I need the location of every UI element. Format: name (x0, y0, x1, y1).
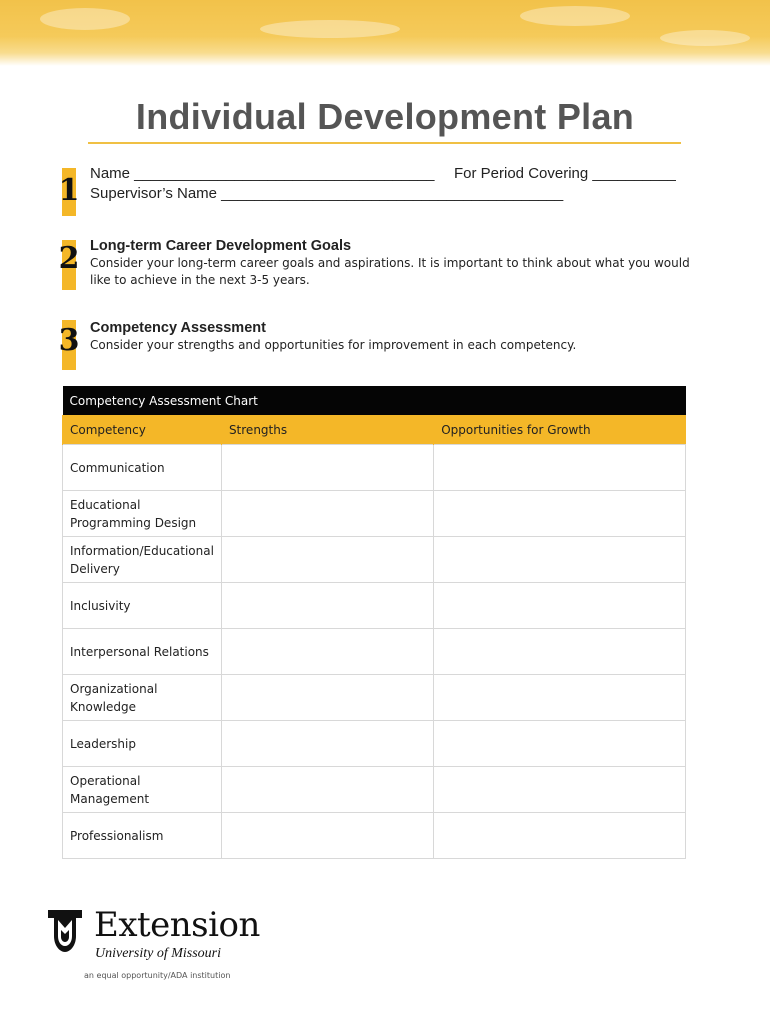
table-row (63, 675, 686, 721)
section-body-competency: Consider your strengths and opportunities for improvement in each competency. (90, 338, 577, 352)
table-row (63, 629, 686, 675)
column-header-strengths: Strengths (221, 415, 433, 445)
footer-tagline: an equal opportunity/ADA institution (84, 971, 231, 980)
strengths-cell[interactable] (221, 491, 433, 537)
section-body-goals: Consider your long-term career goals and aspirations. It is important to think about what you would like to achieve in the next 3-5 years. (90, 256, 690, 287)
competency-cell: Professionalism (63, 813, 222, 859)
step-number-2: 2 (58, 241, 80, 276)
table-header-row (63, 415, 686, 445)
header-banner (0, 0, 770, 66)
supervisor-name-field[interactable]: Supervisor’s Name _________________________________________ (90, 185, 564, 202)
table-row (63, 537, 686, 583)
strengths-cell[interactable] (221, 675, 433, 721)
step-marker-1 (58, 168, 80, 216)
step-marker-3 (58, 320, 80, 370)
title-underline (88, 142, 681, 144)
university-name: University of Missouri (95, 946, 221, 961)
growth-cell[interactable] (434, 721, 686, 767)
strengths-cell[interactable] (221, 583, 433, 629)
table-title: Competency Assessment Chart (63, 386, 686, 415)
section-heading-competency: Competency Assessment (90, 320, 266, 336)
table-row (63, 445, 686, 491)
competency-cell: Operational Management (63, 767, 222, 813)
competency-cell: Information/Educational Delivery (63, 537, 222, 583)
competency-cell: Leadership (63, 721, 222, 767)
step-marker-2 (58, 240, 80, 290)
banner-texture (520, 6, 630, 26)
page-title: Individual Development Plan (135, 96, 635, 137)
strengths-cell[interactable] (221, 629, 433, 675)
strengths-cell[interactable] (221, 721, 433, 767)
banner-texture (40, 8, 130, 30)
strengths-cell[interactable] (221, 813, 433, 859)
competency-cell: Communication (63, 445, 222, 491)
table-row (63, 813, 686, 859)
column-header-growth: Opportunities for Growth (434, 415, 686, 445)
table-row (63, 491, 686, 537)
table-body (63, 445, 686, 859)
growth-cell[interactable] (434, 629, 686, 675)
banner-texture (660, 30, 750, 46)
strengths-cell[interactable] (221, 767, 433, 813)
banner-texture (260, 20, 400, 38)
table-title-row (63, 386, 686, 415)
strengths-cell[interactable] (221, 445, 433, 491)
step-number-3: 3 (58, 323, 80, 358)
step-number-1: 1 (58, 173, 80, 208)
competency-cell: Interpersonal Relations (63, 629, 222, 675)
growth-cell[interactable] (434, 537, 686, 583)
competency-cell: Organizational Knowledge (63, 675, 222, 721)
growth-cell[interactable] (434, 445, 686, 491)
growth-cell[interactable] (434, 675, 686, 721)
table-row (63, 721, 686, 767)
column-header-competency: Competency (63, 415, 222, 445)
extension-wordmark: Extension (94, 905, 260, 945)
table-row (63, 767, 686, 813)
competency-cell: Educational Programming Design (63, 491, 222, 537)
competency-cell: Inclusivity (63, 583, 222, 629)
name-field[interactable]: Name ____________________________________ (90, 165, 435, 182)
growth-cell[interactable] (434, 767, 686, 813)
growth-cell[interactable] (434, 491, 686, 537)
competency-assessment-table (62, 386, 686, 859)
strengths-cell[interactable] (221, 537, 433, 583)
period-covering-field[interactable]: For Period Covering __________ (454, 165, 676, 182)
table-row (63, 583, 686, 629)
growth-cell[interactable] (434, 813, 686, 859)
section-heading-goals: Long-term Career Development Goals (90, 238, 352, 254)
growth-cell[interactable] (434, 583, 686, 629)
